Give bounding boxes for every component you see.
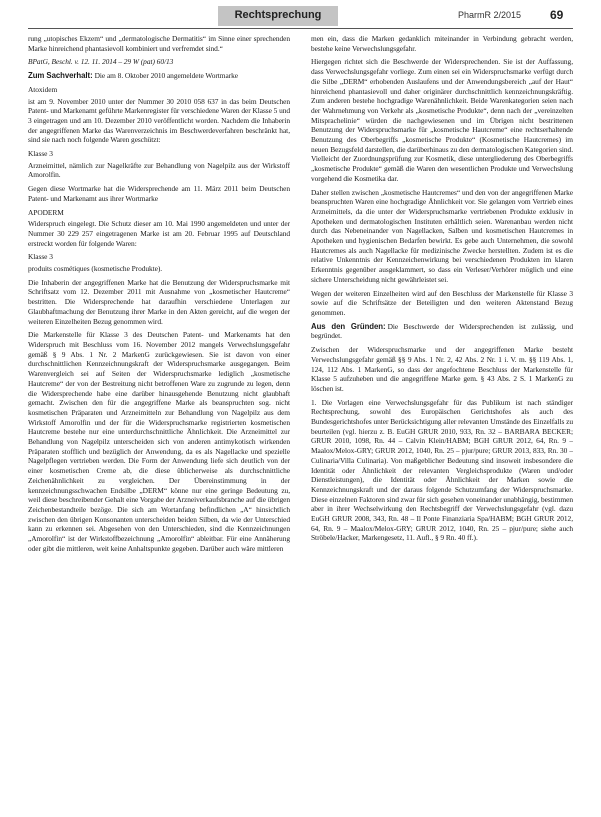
continuation-paragraph: men ein, dass die Marken gedanklich miteinander in Verbindung gebracht werden, bestehe keine Verwechslungsgefahr. bbox=[311, 34, 573, 53]
facts-paragraph bbox=[28, 71, 290, 81]
opposition-paragraph: Gegen diese Wortmarke hat die Widersprechende am 11. März 2011 beim Deutschen Patent- und Markenamt aus ihrer Wortmarke bbox=[28, 184, 290, 203]
reasons-heading: Aus den Gründen: bbox=[311, 321, 386, 331]
further-paragraph: Wegen der weiteren Einzelheiten wird auf den Beschluss der Markenstelle für Klasse 3 sowie auf die Schriftsätze der Beteiligten und den weiteren Aktenstand Bezug genommen. bbox=[311, 288, 573, 317]
class-label-contested: Klasse 3 bbox=[28, 149, 53, 159]
left-column bbox=[28, 34, 290, 810]
decision-citation: BPatG, Beschl. v. 12. 11. 2014 – 29 W (pat) 60/13 bbox=[28, 57, 174, 67]
class-goods-contested: Arzneimittel, nämlich zur Nagelkräfte zur Behandlung von Nagelpilz aus der Wirkstoff Amorolfin. bbox=[28, 160, 290, 180]
prior-mark-paragraph: Widerspruch eingelegt. Die Schutz dieser am 10. Mai 1990 angemeldeten und unter der Nummer 30 229 257 eingetragenen Marke ist am 20. Februar 1995 auf Deutschland erstreckt worden für folgende Waren: bbox=[28, 219, 290, 248]
facts-heading: Zum Sachverhalt: bbox=[28, 71, 93, 81]
header-rule bbox=[28, 28, 573, 29]
class-goods-opposing: produits cosmétiques (kosmetische Produkte). bbox=[28, 264, 163, 274]
use-paragraph: Die Inhaberin der angegriffenen Marke hat die Benutzung der Widerspruchsmarke mit Schriftsatz vom 12. Dezember 2011 mit Ausnahme von „kosmetischer Hautcreme“ bestritten. Die Widersprechende hat daraufhin verschiedene Unterlagen zur Glaubhaftmachung der Benutzung ihrer Marke in den Akten gereicht, auf die wegen der weiteren Einzelheiten Bezug genommen wird. bbox=[28, 277, 290, 326]
page-number: 69 bbox=[550, 8, 564, 22]
opposing-mark: APODERM bbox=[28, 207, 64, 217]
registration-paragraph: ist am 9. November 2010 unter der Nummer 30 2010 058 637 in das beim Deutschen Patent- und Markenamt geführte Markenregister für verschiedene Waren der Klasse 5 und 3 eingetragen und am 10. Dezember 2010 veröffentlicht worden. Nachdem die Inhaberin der angegriffenen Marke das Warenverzeichnis im Beschwerdeverfahren beschränkt hat, sind sie nach noch folgende Waren geschützt: bbox=[28, 96, 290, 145]
section-title: Rechtsprechung bbox=[234, 9, 322, 21]
conclusion-paragraph: Zwischen der Widerspruchsmarke und der angegriffenen Marke besteht Verwechslungsgefahr gemäß §§ 9 Abs. 1 Nr. 2, 42 Abs. 2 Nr. 1 i. V. m. §§ 119 Abs. 1, 124, 112 Abs. 1 MarkenG, so dass der angefochtene Beschluss der Markenstelle für Klasse 5 aufzuheben und die angegriffene Marke gem. § 43 Abs. 2 S. 1 MarkenG zu löschen ist. bbox=[311, 345, 573, 393]
class-label-opposing: Klasse 3 bbox=[28, 252, 53, 262]
contested-mark: Atoxidem bbox=[28, 84, 58, 94]
appeal-paragraph: Hiergegen richtet sich die Beschwerde der Widersprechenden. Sie ist der Auffassung, dass Verwechslungsgefahr vorliege. Zum einen sei ein Widerspruchsmarke verfügt durch die Silbe „DERM“ erhobenden Auslaufens und der Anwendungsbereich „auf der Haut“ hinreichend phantasievoll und daher originärer durchschnittlich kennzeichnungskräftig. Zum anderen bestehe hochgradige Warenähnlichkeit. Beide Warenkategorien seien nach der Wahrnehmung von Verkehr als „kosmetische Produkte“, denn nach der „vereinzelten Mitsprachelinie“ würden die nachgewiesenen und im Übrigen nicht bestrittenen Benutzung der Widerspruchsmarke für „kosmetische Hautcreme“ eine rechtserhaltende Benutzung des Oberbegriffs „kosmetische Produkte“ (Kosmetische Hautcremes) im neuen Bezugsfeld darstellen, die darüberhinaus zu den dermatologischen Kategorien sind. Vielleicht der Zuordnungsprüfung zur Kosmetik, diese untergliederung des Oberbegriffs „kosmetische Produkte“ gemäß die Waren den wesentlichen Produkte und Verwechslung vorgehend die Kosmetika dar. bbox=[311, 57, 573, 183]
intro-paragraph: rung „utopisches Ekzem“ und „dermatologische Dermatitis“ im Sinne einer sprechenden Marke hinreichend phantasievoll kombiniert und verfremdet sind.“ bbox=[28, 34, 290, 53]
right-column bbox=[311, 34, 573, 810]
page-header bbox=[28, 6, 573, 28]
facts-intro: Die am 8. Oktober 2010 angemeldete Wortmarke bbox=[94, 71, 239, 81]
reasons-intro: Die Beschwerde der Widersprechenden ist zulässig, und begründet. bbox=[311, 321, 573, 341]
reasons-paragraph bbox=[311, 322, 573, 341]
journal-issue: PharmR 2/2015 bbox=[458, 10, 522, 20]
law-paragraph: 1. Die Vorlagen eine Verwechslungsgefahr für das Publikum ist nach ständiger Rechtsprechung, sowohl des Europäischen Gerichtshofes als auch des Bundesgerichtshofes unter Berücksichtigung aller relevanten Umstände des Einzelfalls zu beurteilen (vgl. hierzu z. B. EuGH GRUR 2010, 933, Rn. 32 – BARBARA BECKER; GRUR 2010, 1098, Rn. 44 – Calvin Klein/HABM; BGH GRUR 2012, 64, Rn. 9 – Maalox/Melox-GRY; GRUR 2012, 1040, Rn. 25 – pjur/pure; GRUR 2013, 833, Rn. 30 – Culinaria/Villa Culinaria). Von maßgeblicher Bedeutung sind insoweit insbesondere die Identität oder Ähnlichkeit der relevanten Vergleichsprodukte (Waren und/oder Dienstleistungen), die Identität oder Ähnlichkeit der Marken sowie die Kennzeichnungskraft und der daraus folgende Schutzumfang der Widerspruchsmarke. Diese einzelnen Faktoren sind zwar für sich gesehen voneinander unabhängig, bestimmen aber in ihrer Wechselwirkung den Rechtsbegriff der Verwechslungsgefahr (vgl. dazu EuGH GRUR 2008, 343, Rn. 48 – Il Ponte Finanziaria Spa/HABM; BGH GRUR 2012, 64, Rn. 9 – Maalox/Melox-GRY; GRUR 2012, 1040, Rn. 25 – pjur/pure; siehe auch Ströbele/Hacker, Markengesetz, 11. Aufl., § 9 Rn. 40 ff.). bbox=[311, 397, 573, 543]
similarity-paragraph: Daher stellen zwischen „kosmetische Hautcremes“ und den von der angegriffenen Marke beanspruchten Waren eine hochgradige Ähnlichkeit vor. Sie gelangen vom Vertrieb eines Arzneimittels, da die unter der Widerspruchsmarke vertriebenen Produkte exklusiv in Apotheken und dermatologischen Instituten erhältlich seien. Warenanbau werden nicht durch das Nebeneinander von Nagellacken, Salben und kosmetischen Hautcremes in Apotheken und hygienischen Bedarfen bewirkt. Es gebe auch Unternehmen, die sowohl Hautcremes als auch Nagellacke für medizinische Zwecke herstellten. Zudem ist es die relative Unkenntnis der Kennzeichenwirkung bei verschiedenen Produkten im klaren Erkenntnis gegenüber ausgeklammert, so dass ein Verleser/Verhörer möglich und eine sichere Unterscheidung nicht gewährleistet sei. bbox=[311, 187, 573, 284]
decision-paragraph: Die Markenstelle für Klasse 3 des Deutschen Patent- und Markenamts hat den Widerspruch mit Beschluss vom 16. November 2012 mangels Verwechslungsgefahr gemäß § 9 Abs. 1 Nr. 2 MarkenG zurückgewiesen. Sie ist davon von einer durchschnittlichen Kennzeichnungskraft der Widerspruchsmarke ausgegangen. Beim Warenvergleich sei auf Seiten der Widerspruchsmarke lediglich „kosmetische Hautcreme“ der von der Bestreitung nicht betroffenen Ware zu zugrunde zu legen, denn die Widersprechende habe eine darüber hinausgehende Benutzung nicht glaubhaft gemacht. Zwischen den für die angegriffene Marke als beanspruchten sog. nicht kosmetischen Präparaten und Arzneimitteln zur Behandlung von Nagelpilz aus dem Wirkstoff Amorolfin und der für die Widerspruchsmarke registrierten kosmetischen Hautcreme bestehe nur eine unterdurchschnittliche Ähnlichkeit. Die Arzneimittel zur Behandlung von Nagelpilz unterscheiden sich von anderen antimykotisch wirkenden Präparaten stofflich und bezüglich der Anwendung, da es als Nagellacke und spezielle Nagelpflegen vertrieben werden. Die Form der Anwendung liefe sich deutlich von der einer kosmetischen Creme ab, die diese üblicherweise als durchschnittliche Zeichenähnlichkeit zu vergleichen. Der Übereinstimmung in der kennzeichnungsschwachen Endsilbe „DERM“ könne nur eine geringe Bedeutung zu, weil diese beschreibender Gehalt eine Vorgabe der Arzneiverkaufsbranche auf die übrigen Zeichenbestandteile bezöge. Die sich am Wortanfang befindlichen „A“ hinsichtlich zwischen den übrigen Konsonanten unterscheiden beiden Silben, da wie der Unterschied kann zu erkennen sei. Abgesehen von den Unterschieden, sind die Kennzeichnungen „Amorolfin“ ist der Wirkstoffbezeichnung „Amorolfin“ ableitbar. Für eine Annäherung oder gibt die mittleren, weit keine Anhaltspunkte gegeben. Darüber auch wäre mittleren bbox=[28, 330, 290, 553]
